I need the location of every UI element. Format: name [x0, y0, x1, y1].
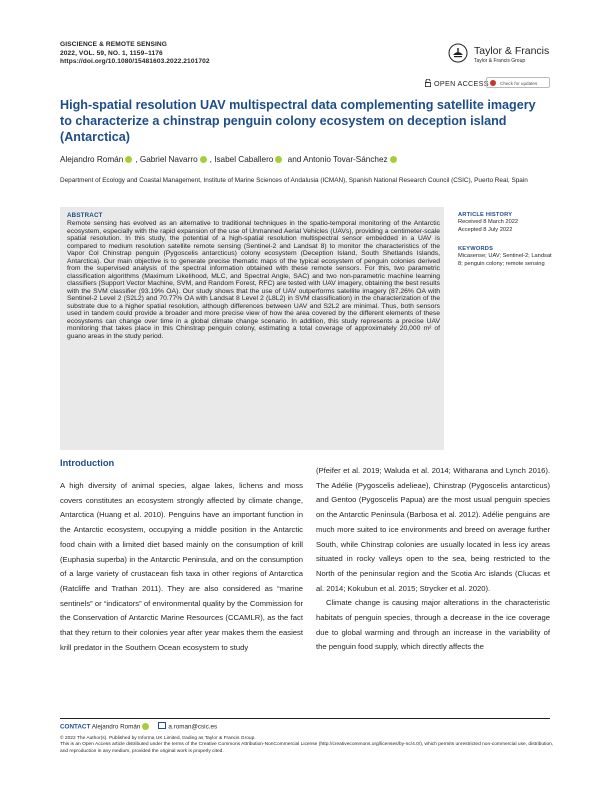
- publisher-name: Taylor & Francis: [474, 45, 550, 57]
- keywords-text: Micasense; UAV; Sentinel-2; Landsat 8; penguin colony; remote sensing: [458, 253, 552, 267]
- abstract-heading: ABSTRACT: [67, 212, 103, 219]
- keywords-section: [458, 246, 552, 268]
- license-text: This is an Open Access article distributed under the terms of the Creative Commons Attribution-NonCommercial License (http://creativecommons.org/licenses/by-nc/4.0/), which permits unrestricted non-commercial use, distribution, and reproduction in any medium, provided the original work is properly cited.: [60, 742, 554, 754]
- article-title: High-spatial resolution UAV multispectral data complementing satellite imagery to characterize a chinstrap penguin colony ecosystem on deception island (Antarctica): [60, 98, 536, 144]
- footer-divider: [60, 718, 550, 719]
- check-for-updates-button[interactable]: [486, 77, 550, 88]
- keywords-heading: KEYWORDS: [458, 246, 494, 252]
- contact-name: Alejandro Román: [91, 723, 141, 731]
- author-list: Alejandro Román , Gabriel Navarro , Isabel Caballero and Antonio Tovar-Sánchez: [60, 155, 400, 164]
- orcid-icon[interactable]: [142, 723, 149, 730]
- orcid-icon[interactable]: [200, 156, 207, 163]
- open-access-label: OPEN ACCESS: [434, 79, 489, 88]
- check-updates-icon: [490, 80, 496, 86]
- author-name[interactable]: Gabriel Navarro: [139, 155, 198, 164]
- author-name[interactable]: Alejandro Román: [60, 155, 124, 164]
- publisher-subtitle: Taylor & Francis Group: [474, 58, 526, 64]
- contact-label: CONTACT: [60, 723, 91, 731]
- contact-email-link[interactable]: a.roman@csic.es: [168, 723, 218, 731]
- received-date: Received 8 March 2022: [458, 219, 519, 226]
- paragraph: Climate change is causing major alterations in the characteristic habitats of penguin species, through a decrease in the ice coverage due to global warming and through an increase in the variability of the penguin food supply, which directly affects the: [316, 598, 550, 652]
- orcid-icon[interactable]: [125, 156, 132, 163]
- article-history-heading: ARTICLE HISTORY: [458, 212, 513, 218]
- introduction-heading: Introduction: [60, 458, 115, 468]
- orcid-icon[interactable]: [275, 156, 282, 163]
- affiliation: Department of Ecology and Coastal Management, Institute of Marine Sciences of Andalusia (ICMAN), Spanish National Research Council (CSIC), Puerto Real, Spain: [60, 177, 528, 184]
- email-icon: [158, 722, 166, 729]
- journal-volume: 2022, VOL. 59, NO. 1, 1159–1176: [60, 49, 163, 57]
- orcid-icon[interactable]: [390, 156, 397, 163]
- journal-name: GISCIENCE & REMOTE SENSING: [60, 41, 168, 48]
- author-name[interactable]: Isabel Caballero: [214, 155, 274, 164]
- paragraph: A high diversity of animal species, algae lakes, lichens and moss covers constitutes an ecosystem strongly affected by climate change, Antarctica (Huang et al. 2010). Penguins have an important function in the Antarctic ecosystem, occupying a middle position in the Antarctic food chain with a limited diet based mainly on the consumption of krill (Euphasia superba) in the Antarctic Peninsula, and on the consumption of a large variety of crustacean fish taxa in other regions of Antarctica (Ratcliffe and Trathan 2011). They are also considered as “marine sentinels” or “indicators” of environmental quality by the Commission for the Conservation of Antarctic Marine Resources (CCAMLR), as the fact that they return to their colonies year after year makes them the easiest krill predator in the Southern Ocean ecosystem to study: [60, 481, 303, 652]
- copyright-line: © 2022 The Author(s). Published by Informa UK Limited, trading as Taylor & Francis Group.: [60, 736, 256, 741]
- open-access-badge: [425, 79, 489, 88]
- body-column-right: [316, 464, 550, 655]
- abstract-text: Remote sensing has evolved as an alternative to traditional techniques in the spatio-temporal monitoring of the Antarctic ecosystem, especially with the rapid expansion of the use of Unmanned Aerial Vehicles (UAVs), providing a centimeter-scale spatial resolution. In this study, the potential of a high-spatial resolution multispectral sensor embedded in a UAV is compared to medium resolution satellite remote sensing (Sentinel-2 and Landsat 8) to monitor the characteristics of the Vapor Col Chinstrap penguin (Pygoscelis antarcticus) colony ecosystem (Deception Island, South Shetlands Islands, Antarctica). Our main objective is to generate precise thematic maps of the typical ecosystem of penguin colonies derived from the supervised analysis of the spectral information obtained with these remote sensors. For this, two parametric classification algorithms (Maximum Likelihood, MLC, and Spectral Angle, SAC) and two non-parametric machine learning classifiers (Support Vector Machine, SVM, and Random Forest, RFC) are tested with UAV imagery, obtaining the best results with the SVM classifier (93.19% OA). Our study shows that the use of UAV outperforms satellite imagery (87.26% OA with Sentinel-2 Level 2 (S2L2) and 70.77% OA with Landsat 8 Level 2 (L8L2) in SVM classification) in the characterization of the substrate due to a higher spatial resolution, although differences between UAV and S2L2 are minimal. Thus, both sensors used in tandem could provide a broader and more precise view of how the area covered by the different elements of these ecosystems can change over time in a global climate change scenario. In addition, this study represents a precise UAV monitoring that takes place in this Chinstrap penguin colony, estimating a total coverage of approximately 20,000 m² of guano areas in the study period.: [67, 220, 440, 340]
- license-notice: [60, 736, 554, 755]
- paragraph: (Pfeifer et al. 2019; Waluda et al. 2014; Witharana and Lynch 2016). The Adélie (Pygoscelis adelieae), Chinstrap (Pygoscelis antarcticus) and Gentoo (Pygoscelis Papua) are the most usual penguin species on the Antarctic Peninsula (Barbosa et al. 2012). Adélie penguins are much more suited to ice environments and breed on average further South, while Chinstrap colonies are usually located in less icy areas situated in rocky valleys open to the sea, being restricted to the North of the peninsular region and the Scotia Arc islands (Clucas et al. 2014; Kokubun et al. 2015; Strycker et al. 2020).: [316, 466, 550, 593]
- article-history: [458, 212, 552, 234]
- body-column-left: [60, 479, 303, 655]
- author-name[interactable]: Antonio Tovar-Sánchez: [303, 155, 388, 164]
- taylor-francis-lamp-icon: [448, 43, 468, 63]
- open-lock-icon: [425, 79, 431, 87]
- publisher-logo: [448, 43, 568, 69]
- journal-info: [60, 41, 210, 67]
- accepted-date: Accepted 8 July 2022: [458, 226, 513, 233]
- journal-doi-link[interactable]: https://doi.org/10.1080/15481603.2022.2101702: [60, 58, 210, 66]
- check-updates-label: Check for updates: [500, 81, 538, 86]
- contact-line: [60, 722, 217, 731]
